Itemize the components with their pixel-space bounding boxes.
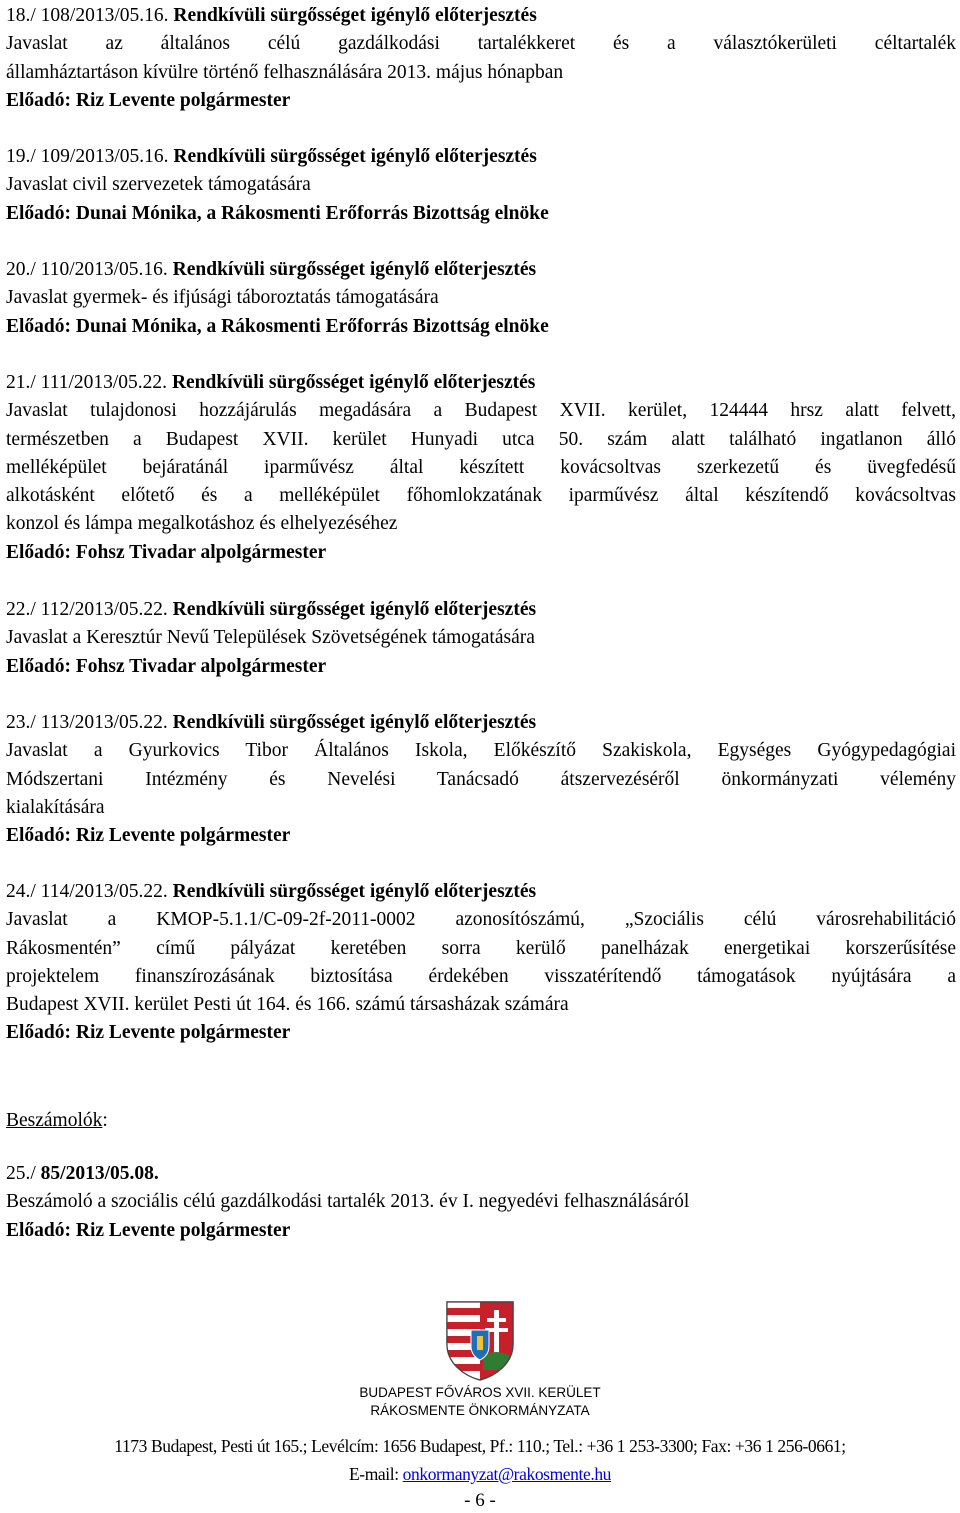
- agenda-item-title: Rendkívüli sürgősséget igénylő előterjesztés: [173, 146, 537, 167]
- report-item-header: [6, 1160, 956, 1188]
- agenda-item: [6, 2, 956, 115]
- agenda-item: [6, 709, 956, 850]
- coat-of-arms-icon: [443, 1300, 517, 1382]
- agenda-item-body-line: alkotásként előtető és a melléképület főhomlokzatának iparművész által készítendő kovácsoltvas: [6, 485, 956, 507]
- presenter-name: Riz Levente polgármester: [75, 1022, 291, 1044]
- reports-heading: [6, 1107, 108, 1135]
- agenda-item-title: Rendkívüli sürgősséget igénylő előterjesztés: [171, 372, 536, 393]
- presenter-label: Előadó:: [6, 1219, 72, 1241]
- presenter-name: Fohsz Tivadar alpolgármester: [75, 541, 327, 563]
- presenter-line: [6, 1019, 956, 1047]
- agenda-item-title: Rendkívüli sürgősséget igénylő előterjesztés: [172, 259, 537, 280]
- presenter-line: [6, 1217, 956, 1245]
- agenda-item: [6, 143, 956, 228]
- presenter-name: Riz Levente polgármester: [75, 825, 291, 847]
- agenda-item-number: 21./ 111/2013/05.22.: [6, 372, 168, 393]
- agenda-item-body-line: Módszertani Intézmény és Nevelési Tanácsadó átszervezéséről önkormányzati vélemény: [6, 768, 956, 790]
- agenda-item-number: 19./ 109/2013/05.16.: [6, 146, 169, 167]
- agenda-item-title: Rendkívüli sürgősséget igénylő előterjesztés: [172, 599, 537, 620]
- agenda-item-number: 23./ 113/2013/05.22.: [6, 712, 168, 733]
- agenda-item: [6, 878, 956, 1048]
- agenda-item-body-line: projektelem finanszírozásának biztosítása érdekében visszatérítendő támogatások nyújtására a: [6, 965, 956, 987]
- report-item-body-line: Beszámoló a szociális célú gazdálkodási tartalék 2013. év I. negyedévi felhasználásáról: [6, 1191, 690, 1213]
- footer-email-line: [0, 1461, 960, 1488]
- reports-heading-text: Beszámolók: [6, 1110, 103, 1131]
- agenda-item-body-line: melléképület bejáratánál iparművész által készített kovácsoltvas szerkezetű és üvegfedésű: [6, 456, 956, 478]
- agenda-item-title: Rendkívüli sürgősséget igénylő előterjesztés: [173, 5, 537, 26]
- agenda-item-header: [6, 596, 956, 624]
- report-item-number: 85/2013/05.08.: [40, 1163, 159, 1184]
- reports-heading-colon: :: [102, 1110, 108, 1131]
- agenda-item-body-line: államháztartáson kívülre történő felhasználására 2013. május hónapban: [6, 61, 564, 83]
- agenda-item-header: [6, 369, 956, 397]
- presenter-label: Előadó:: [6, 825, 72, 847]
- agenda-item-header: [6, 256, 956, 284]
- presenter-line: [6, 200, 956, 228]
- presenter-line: [6, 539, 956, 567]
- footer-email-label: E-mail:: [348, 1464, 399, 1484]
- presenter-line: [6, 653, 956, 681]
- agenda-item-title: Rendkívüli sürgősséget igénylő előterjesztés: [172, 881, 537, 902]
- presenter-name: Fohsz Tivadar alpolgármester: [75, 655, 327, 677]
- presenter-label: Előadó:: [6, 655, 72, 677]
- agenda-item-body-line: konzol és lámpa megalkotáshoz és elhelyezéséhez: [6, 513, 398, 535]
- presenter-name: Riz Levente polgármester: [75, 89, 291, 111]
- organization-name-line1: BUDAPEST FŐVÁROS XVII. KERÜLET: [359, 1385, 601, 1400]
- agenda-item-body-line: Javaslat civil szervezetek támogatására: [6, 174, 311, 196]
- presenter-line: [6, 87, 956, 115]
- agenda-item-body-line: Javaslat tulajdonosi hozzájárulás megadására a Budapest XVII. kerület, 124444 hrsz alatt felvett,: [6, 400, 956, 422]
- agenda-item-body-line: Rákosmentén” című pályázat keretében sorra kerülő panelházak energetikai korszerűsítése: [6, 937, 956, 959]
- agenda-item-number: 20./ 110/2013/05.16.: [6, 259, 168, 280]
- footer-address: 1173 Budapest, Pesti út 165.; Levélcím: 1656 Budapest, Pf.: 110.; Tel.: +36 1 253-3300; Fax: +36 1 256-0661;: [114, 1436, 846, 1456]
- presenter-label: Előadó:: [6, 89, 72, 111]
- report-item-prefix: 25./: [6, 1163, 36, 1184]
- presenter-label: Előadó:: [6, 202, 72, 224]
- agenda-item-header: [6, 143, 956, 171]
- footer-email-link[interactable]: onkormanyzat@rakosmente.hu: [402, 1464, 612, 1484]
- agenda-item: [6, 596, 956, 681]
- presenter-label: Előadó:: [6, 315, 72, 337]
- agenda-item-body-line: Javaslat a Gyurkovics Tibor Általános Iskola, Előkészítő Szakiskola, Egységes Gyógypedagógiai: [6, 740, 956, 762]
- agenda-item: [6, 256, 956, 341]
- presenter-line: [6, 313, 956, 341]
- agenda-item-body-line: Budapest XVII. kerület Pesti út 164. és 166. számú társasházak számára: [6, 994, 569, 1016]
- organization-name-line2: RÁKOSMENTE ÖNKORMÁNYZATA: [370, 1403, 590, 1418]
- presenter-label: Előadó:: [6, 1022, 72, 1044]
- agenda-item-header: [6, 878, 956, 906]
- organization-name: [0, 1384, 960, 1420]
- agenda-item-number: 24./ 114/2013/05.22.: [6, 881, 168, 902]
- agenda-item-number: 22./ 112/2013/05.22.: [6, 599, 168, 620]
- report-item: [6, 1160, 956, 1245]
- presenter-name: Dunai Mónika, a Rákosmenti Erőforrás Bizottság elnöke: [75, 202, 549, 224]
- agenda-item-body-line: Javaslat gyermek- és ifjúsági táboroztatás támogatására: [6, 287, 439, 309]
- presenter-line: [6, 822, 956, 850]
- agenda-item-number: 18./ 108/2013/05.16.: [6, 5, 169, 26]
- agenda-item-title: Rendkívüli sürgősséget igénylő előterjesztés: [172, 712, 537, 733]
- agenda-item-body-line: Javaslat a Keresztúr Nevű Települések Szövetségének támogatására: [6, 627, 535, 649]
- agenda-item-body-line: kialakítására: [6, 796, 105, 818]
- presenter-name: Riz Levente polgármester: [75, 1219, 291, 1241]
- presenter-label: Előadó:: [6, 541, 72, 563]
- agenda-item-header: [6, 2, 956, 30]
- agenda-item-header: [6, 709, 956, 737]
- agenda-item-body-line: Javaslat az általános célú gazdálkodási tartalékkeret és a választókerületi céltartalék: [6, 33, 956, 55]
- agenda-item-body-line: Javaslat a KMOP-5.1.1/C-09-2f-2011-0002 azonosítószámú, „Szociális célú városrehabilitáció: [6, 909, 956, 931]
- page-number: - 6 -: [464, 1490, 496, 1511]
- presenter-name: Dunai Mónika, a Rákosmenti Erőforrás Bizottság elnöke: [75, 315, 549, 337]
- agenda-item-body-line: természetben a Budapest XVII. kerület Hunyadi utca 50. szám alatt található ingatlanon álló: [6, 428, 956, 450]
- agenda-item: [6, 369, 956, 567]
